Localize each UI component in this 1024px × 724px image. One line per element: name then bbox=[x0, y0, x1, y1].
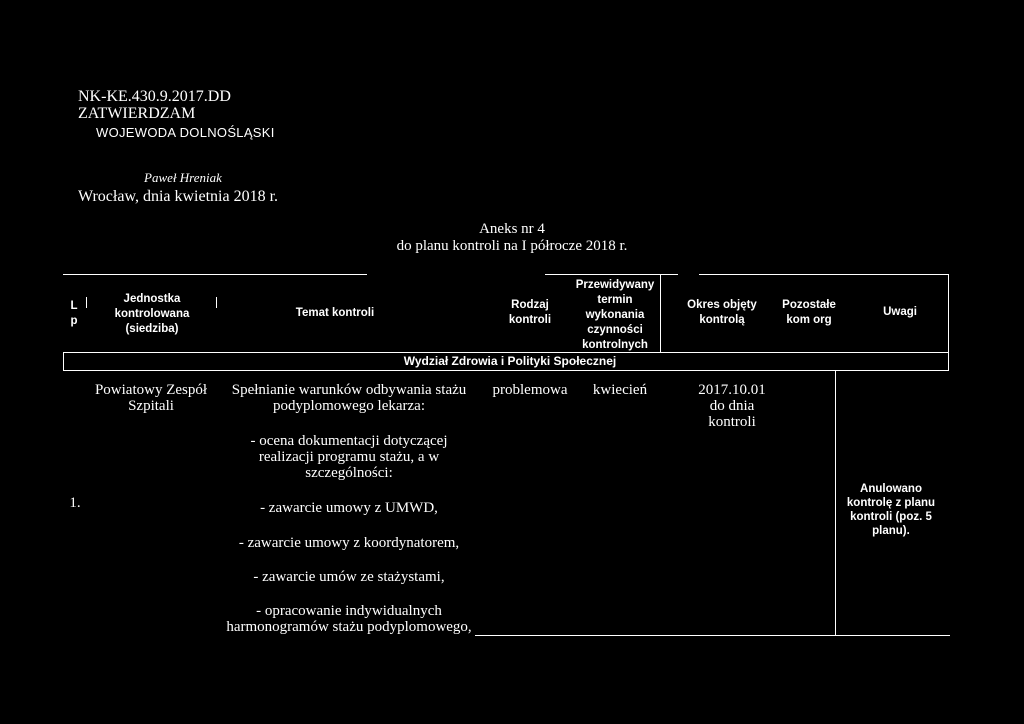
table-top-border bbox=[63, 274, 367, 275]
header-lp: L p bbox=[70, 300, 78, 327]
table-border bbox=[948, 274, 949, 371]
col-separator bbox=[86, 297, 87, 308]
document-reference: NK-KE.430.9.2017.DD bbox=[78, 88, 231, 105]
header-notes: Uwagi bbox=[883, 306, 917, 318]
row-subject-item: - zawarcie umów ze stażystami, bbox=[253, 569, 445, 585]
header-type: Rodzaj kontroli bbox=[508, 299, 552, 326]
row-type: problemowa bbox=[492, 382, 568, 398]
annex-title-line2: do planu kontroli na I półrocze 2018 r. bbox=[396, 238, 628, 254]
row-term: kwiecień bbox=[592, 382, 648, 398]
department-row: Wydział Zdrowia i Polityki Społecznej bbox=[403, 354, 617, 368]
row-subject-item: - opracowanie indywidualnych harmonogramów stażu podyplomowego, bbox=[226, 603, 472, 635]
annex-title-line1: Aneks nr 4 bbox=[479, 221, 545, 237]
table-bottom-border bbox=[475, 635, 950, 636]
row-unit: Powiatowy Zespół Szpitali bbox=[94, 382, 208, 414]
authority-stamp: WOJEWODA DOLNOŚLĄSKI bbox=[96, 125, 275, 140]
place-date: Wrocław, dnia kwietnia 2018 r. bbox=[78, 188, 279, 205]
row-subject-item: - zawarcie umowy z koordynatorem, bbox=[238, 535, 460, 551]
approval-label: ZATWIERDZAM bbox=[78, 105, 196, 122]
header-term: Przewidywany termin wykonania czynności kontrolnych bbox=[575, 279, 655, 351]
signature: Paweł Hreniak bbox=[144, 170, 222, 185]
table-border bbox=[63, 352, 64, 371]
table-top-border bbox=[699, 274, 948, 275]
table-border bbox=[63, 352, 948, 353]
col-separator bbox=[216, 297, 217, 308]
header-unit: Jednostka kontrolowana (siedziba) bbox=[114, 293, 190, 335]
row-subject-intro: Spełnianie warunków odbywania stażu podyplomowego lekarza: bbox=[231, 382, 467, 414]
row-subject-item: - ocena dokumentacji dotyczącej realizacji programu stażu, a w szczególności: bbox=[250, 433, 448, 481]
row-period: 2017.10.01 do dnia kontroli bbox=[698, 382, 766, 430]
header-subject: Temat kontroli bbox=[295, 307, 375, 319]
table-top-border bbox=[545, 274, 678, 275]
row-subject-item: - zawarcie umowy z UMWD, bbox=[260, 500, 438, 516]
header-period: Okres objęty kontrolą bbox=[687, 299, 757, 326]
table-border bbox=[63, 370, 948, 371]
row-lp: 1. bbox=[69, 495, 81, 511]
header-others: Pozostałe kom org bbox=[782, 299, 836, 326]
annex-title bbox=[0, 221, 1024, 255]
row-notes: Anulowano kontrolę z planu kontroli (poz. 5 planu). bbox=[846, 483, 936, 537]
